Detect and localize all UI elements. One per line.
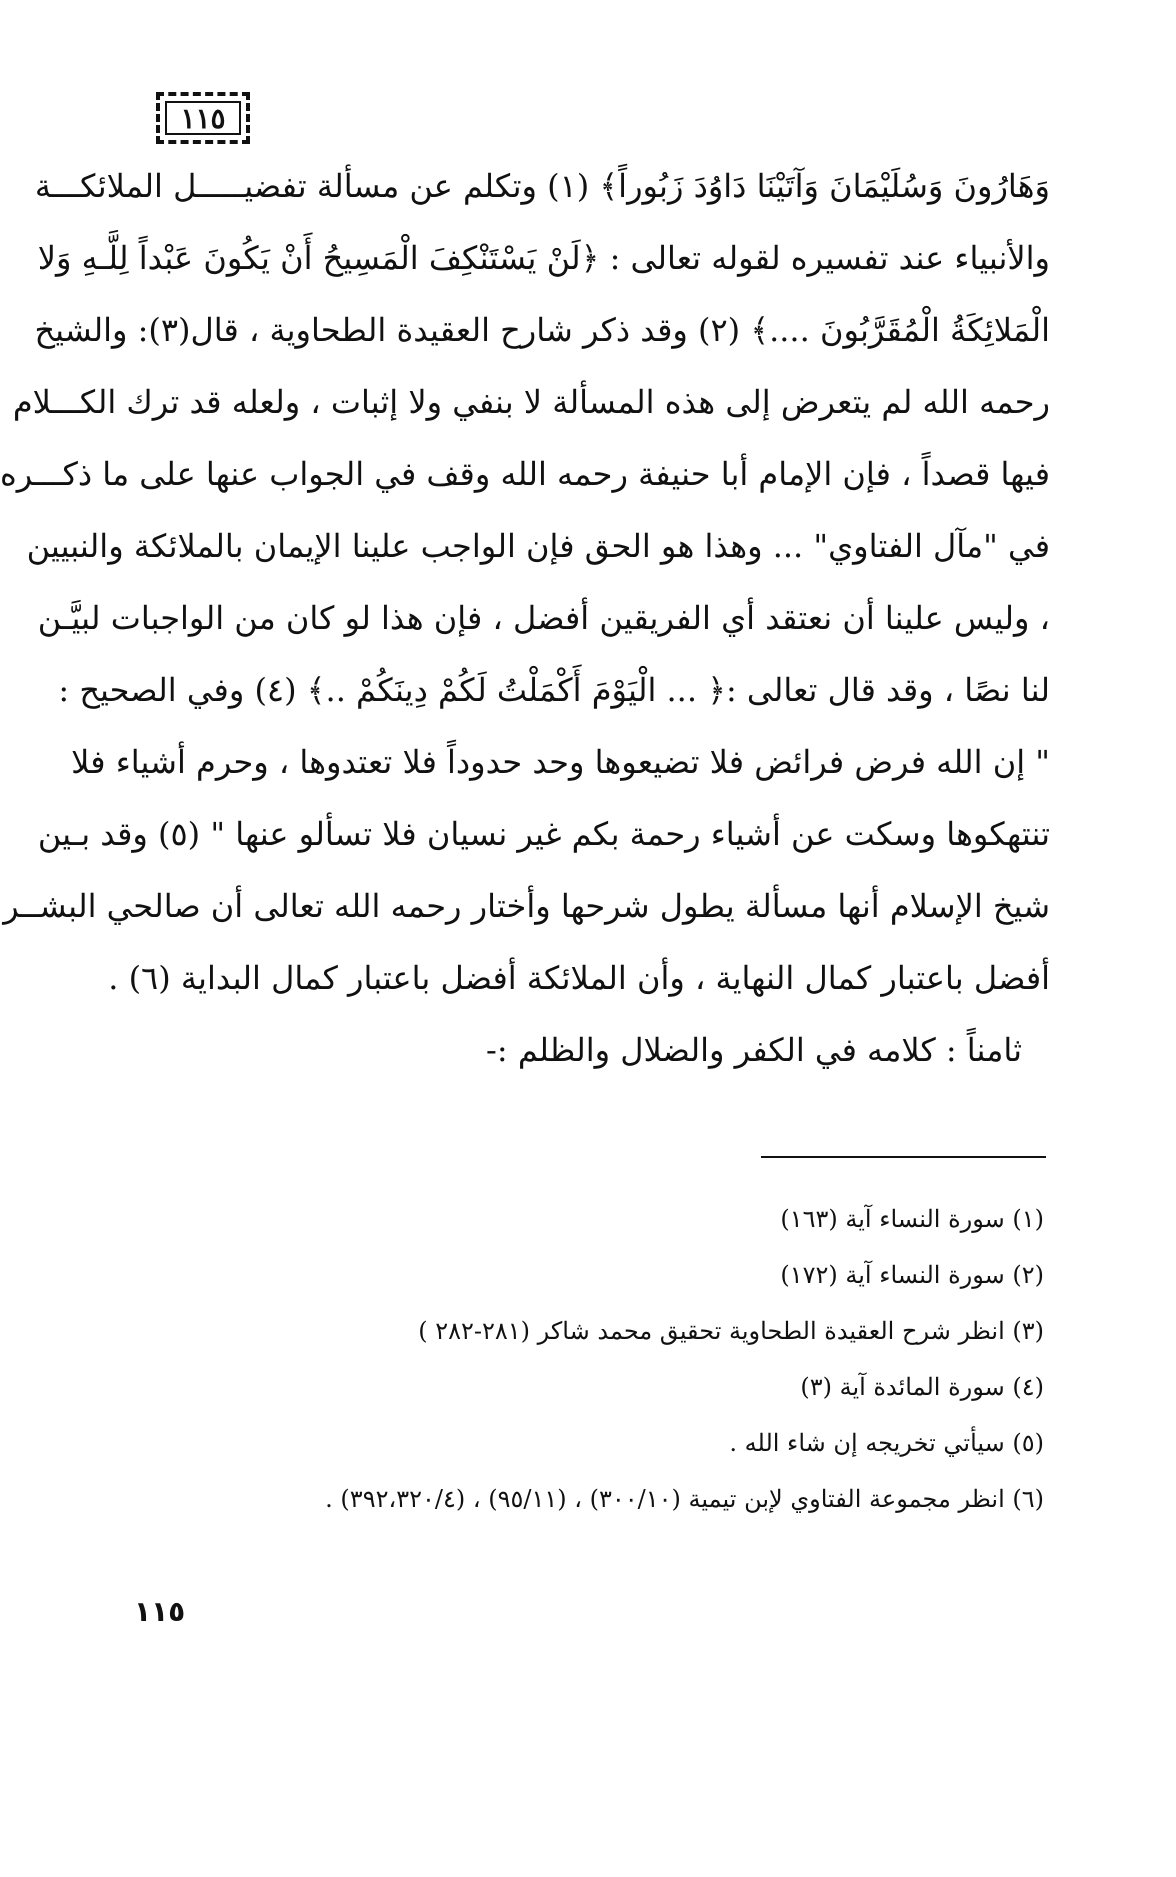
main-text-line: وَهَارُونَ وَسُلَيْمَانَ وَآتَيْنَا دَاوُدَ زَبُوراً﴾ (١) وتكلم عن مسألة تفضيـــــل الملائكـــة — [34, 167, 1050, 205]
main-text-line: رحمه الله لم يتعرض إلى هذه المسألة لا بنفي ولا إثبات ، ولعله قد ترك الكـــلام — [12, 383, 1050, 421]
main-text-line: والأنبياء عند تفسيره لقوله تعالى : ﴿لَنْ يَسْتَنْكِفَ الْمَسِيحُ أَنْ يَكُونَ عَبْداً لِلَّـهِ وَلا — [37, 239, 1050, 277]
main-text-line: " إن الله فرض فرائض فلا تضيعوها وحد حدوداً فلا تعتدوها ، وحرم أشياء فلا — [71, 743, 1050, 781]
main-text-line: أفضل باعتبار كمال النهاية ، وأن الملائكة أفضل باعتبار كمال البداية (٦) . — [108, 959, 1050, 997]
main-text-line: تنتهكوها وسكت عن أشياء رحمة بكم غير نسيان فلا تسألو عنها " (٥) وقد بـين — [37, 815, 1050, 853]
footer-page-number: ١١٥ — [134, 1595, 186, 1628]
main-text-line: ، وليس علينا أن نعتقد أي الفريقين أفضل ، فإن هذا لو كان من الواجبات لبيَّـن — [37, 599, 1050, 637]
footnote-item: (٣) انظر شرح العقيدة الطحاوية تحقيق محمد شاكر (٢٨١-٢٨٢ ) — [418, 1317, 1044, 1345]
section-heading: ثامناً : كلامه في الكفر والضلال والظلم :- — [486, 1031, 1022, 1069]
main-text-line: الْمَلائِكَةُ الْمُقَرَّبُونَ ....﴾ (٢) وقد ذكر شارح العقيدة الطحاوية ، قال(٣): والشيخ — [34, 311, 1050, 349]
footnote-item: (١) سورة النساء آية (١٦٣) — [780, 1205, 1044, 1233]
footnotes-block — [184, 1191, 1044, 1527]
footnote-item: (٦) انظر مجموعة الفتاوي لإبن تيمية (٣٠٠/١٠) ، (٩٥/١١) ، (٣٩٢،٣٢٠/٤) . — [325, 1485, 1044, 1513]
main-text-line: في "مآل الفتاوي" ... وهذا هو الحق فإن الواجب علينا الإيمان بالملائكة والنبيين — [26, 527, 1050, 565]
main-text-line: لنا نصًا ، وقد قال تعالى :﴿ ... الْيَوْمَ أَكْمَلْتُ لَكُمْ دِينَكُمْ ..﴾ (٤) وفي الصحيح : — [58, 671, 1050, 709]
footnote-item: (٥) سيأتي تخريجه إن شاء الله . — [729, 1429, 1044, 1457]
main-text-block — [0, 150, 1050, 1014]
footnote-item: (٤) سورة المائدة آية (٣) — [800, 1373, 1044, 1401]
footnote-item: (٢) سورة النساء آية (١٧٢) — [780, 1261, 1044, 1289]
main-text-line: شيخ الإسلام أنها مسألة يطول شرحها وأختار رحمه الله تعالى أن صالحي البشــر — [3, 887, 1050, 925]
footnote-separator — [761, 1156, 1046, 1158]
main-text-line: فيها قصداً ، فإن الإمام أبا حنيفة رحمه الله وقف في الجواب عنها على ما ذكـــره — [0, 455, 1050, 493]
header-page-number: ١١٥ — [156, 92, 250, 144]
